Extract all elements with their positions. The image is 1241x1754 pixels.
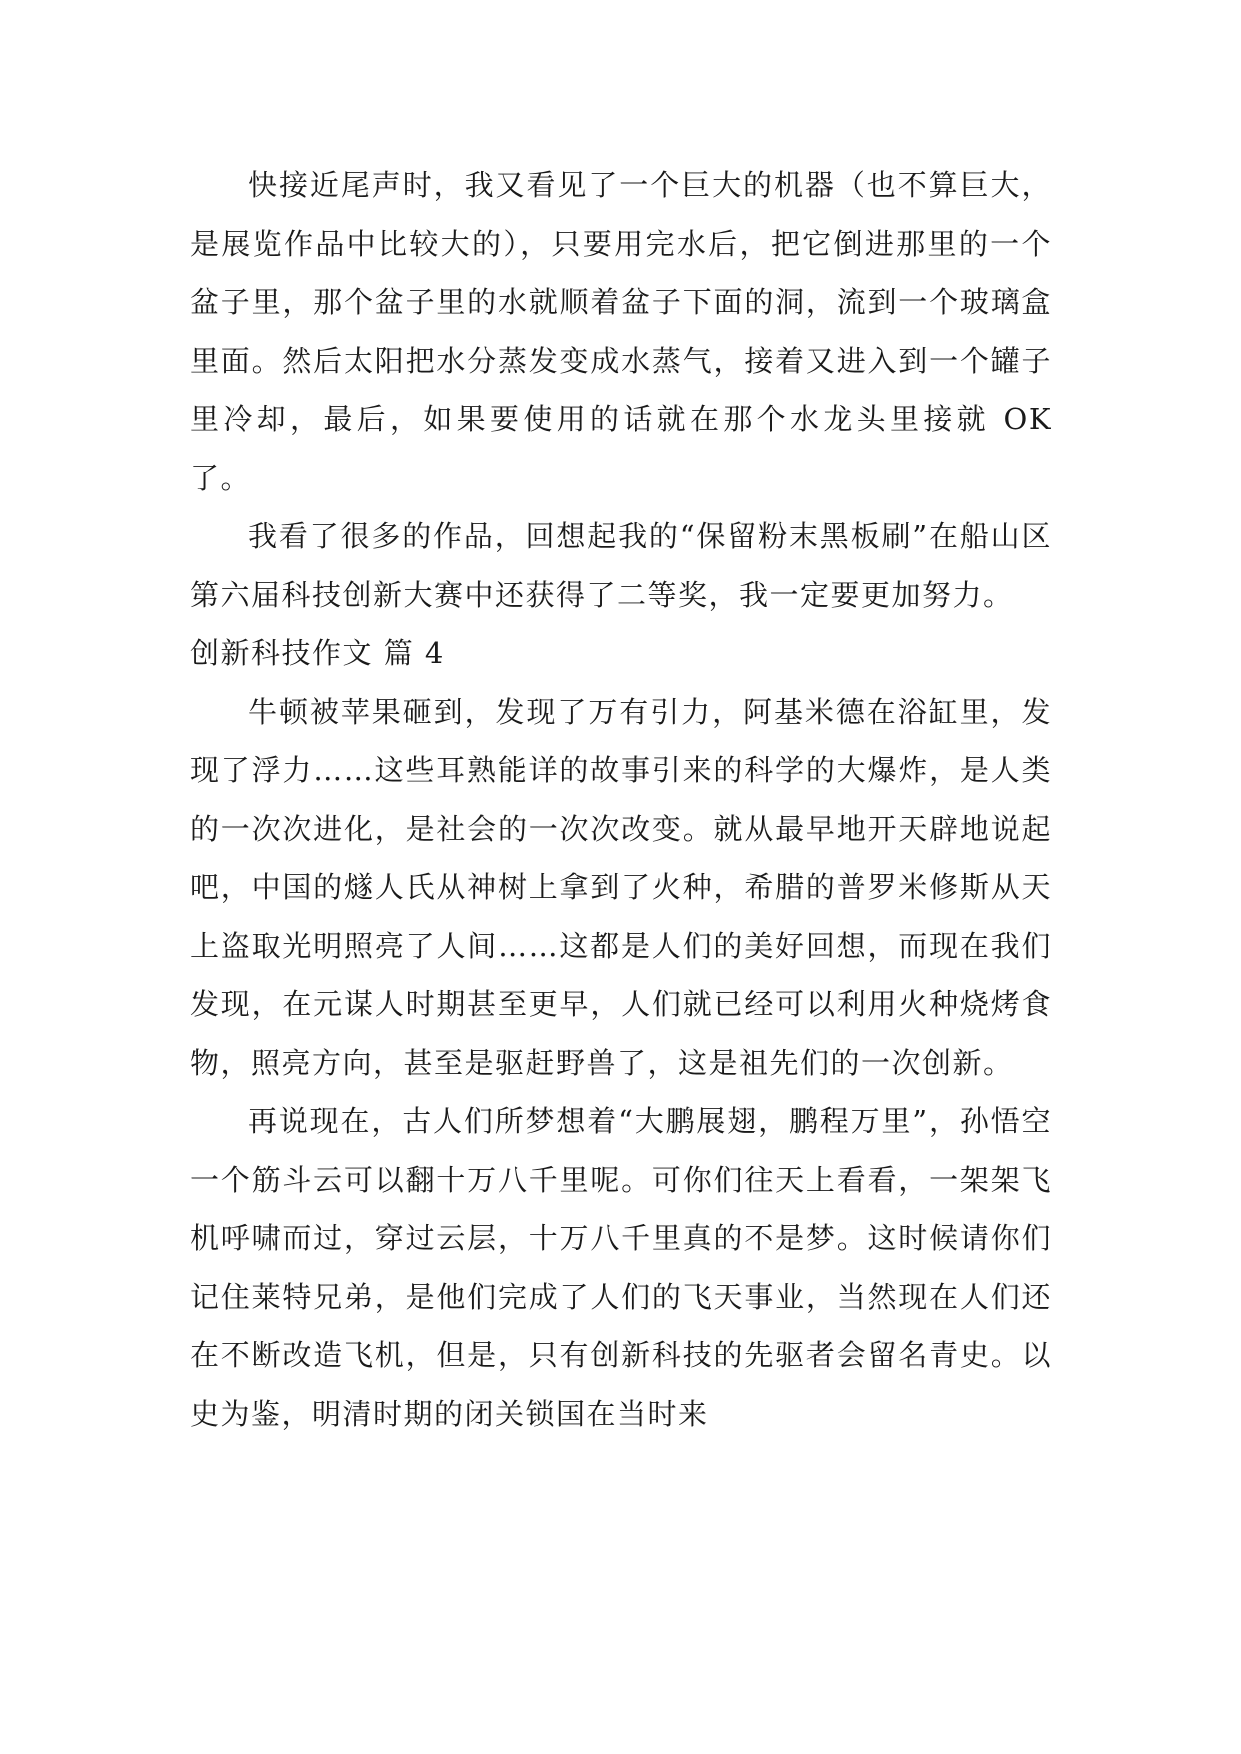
paragraph: 再说现在，古人们所梦想着“大鹏展翅，鹏程万里”，孙悟空一个筋斗云可以翻十万八千里呢。可你们往天上看看，一架架飞机呼啸而过，穿过云层，十万八千里真的不是梦。这时候请你们记住莱特兄弟，是他们完成了人们的飞天事业，当然现在人们还在不断改造飞机，但是，只有创新科技的先驱者会留名青史。以史为鉴，明清时期的闭关锁国在当时来 xyxy=(190,1104,1052,1431)
paragraph: 我看了很多的作品，回想起我的“保留粉末黑板刷”在船山区第六届科技创新大赛中还获得了二等奖，我一定要更加努力。 xyxy=(190,519,1052,612)
paragraph: 快接近尾声时，我又看见了一个巨大的机器（也不算巨大，是展览作品中比较大的），只要用完水后，把它倒进那里的一个盆子里，那个盆子里的水就顺着盆子下面的洞，流到一个玻璃盒里面。然后太阳把水分蒸发变成水蒸气，接着又进入到一个罐子里冷却，最后，如果要使用的话就在那个水龙头里接就 OK 了。 xyxy=(190,168,1052,495)
paragraph: 牛顿被苹果砸到，发现了万有引力，阿基米德在浴缸里，发现了浮力……这些耳熟能详的故事引来的科学的大爆炸，是人类的一次次进化，是社会的一次次改变。就从最早地开天辟地说起吧，中国的燧人氏从神树上拿到了火种，希腊的普罗米修斯从天上盗取光明照亮了人间……这都是人们的美好回想，而现在我们发现，在元谋人时期甚至更早，人们就已经可以利用火种烧烤食物，照亮方向，甚至是驱赶野兽了，这是祖先们的一次创新。 xyxy=(190,694,1052,1080)
section-heading: 创新科技作文 篇 4 xyxy=(190,636,445,670)
document-body xyxy=(190,156,1052,1443)
